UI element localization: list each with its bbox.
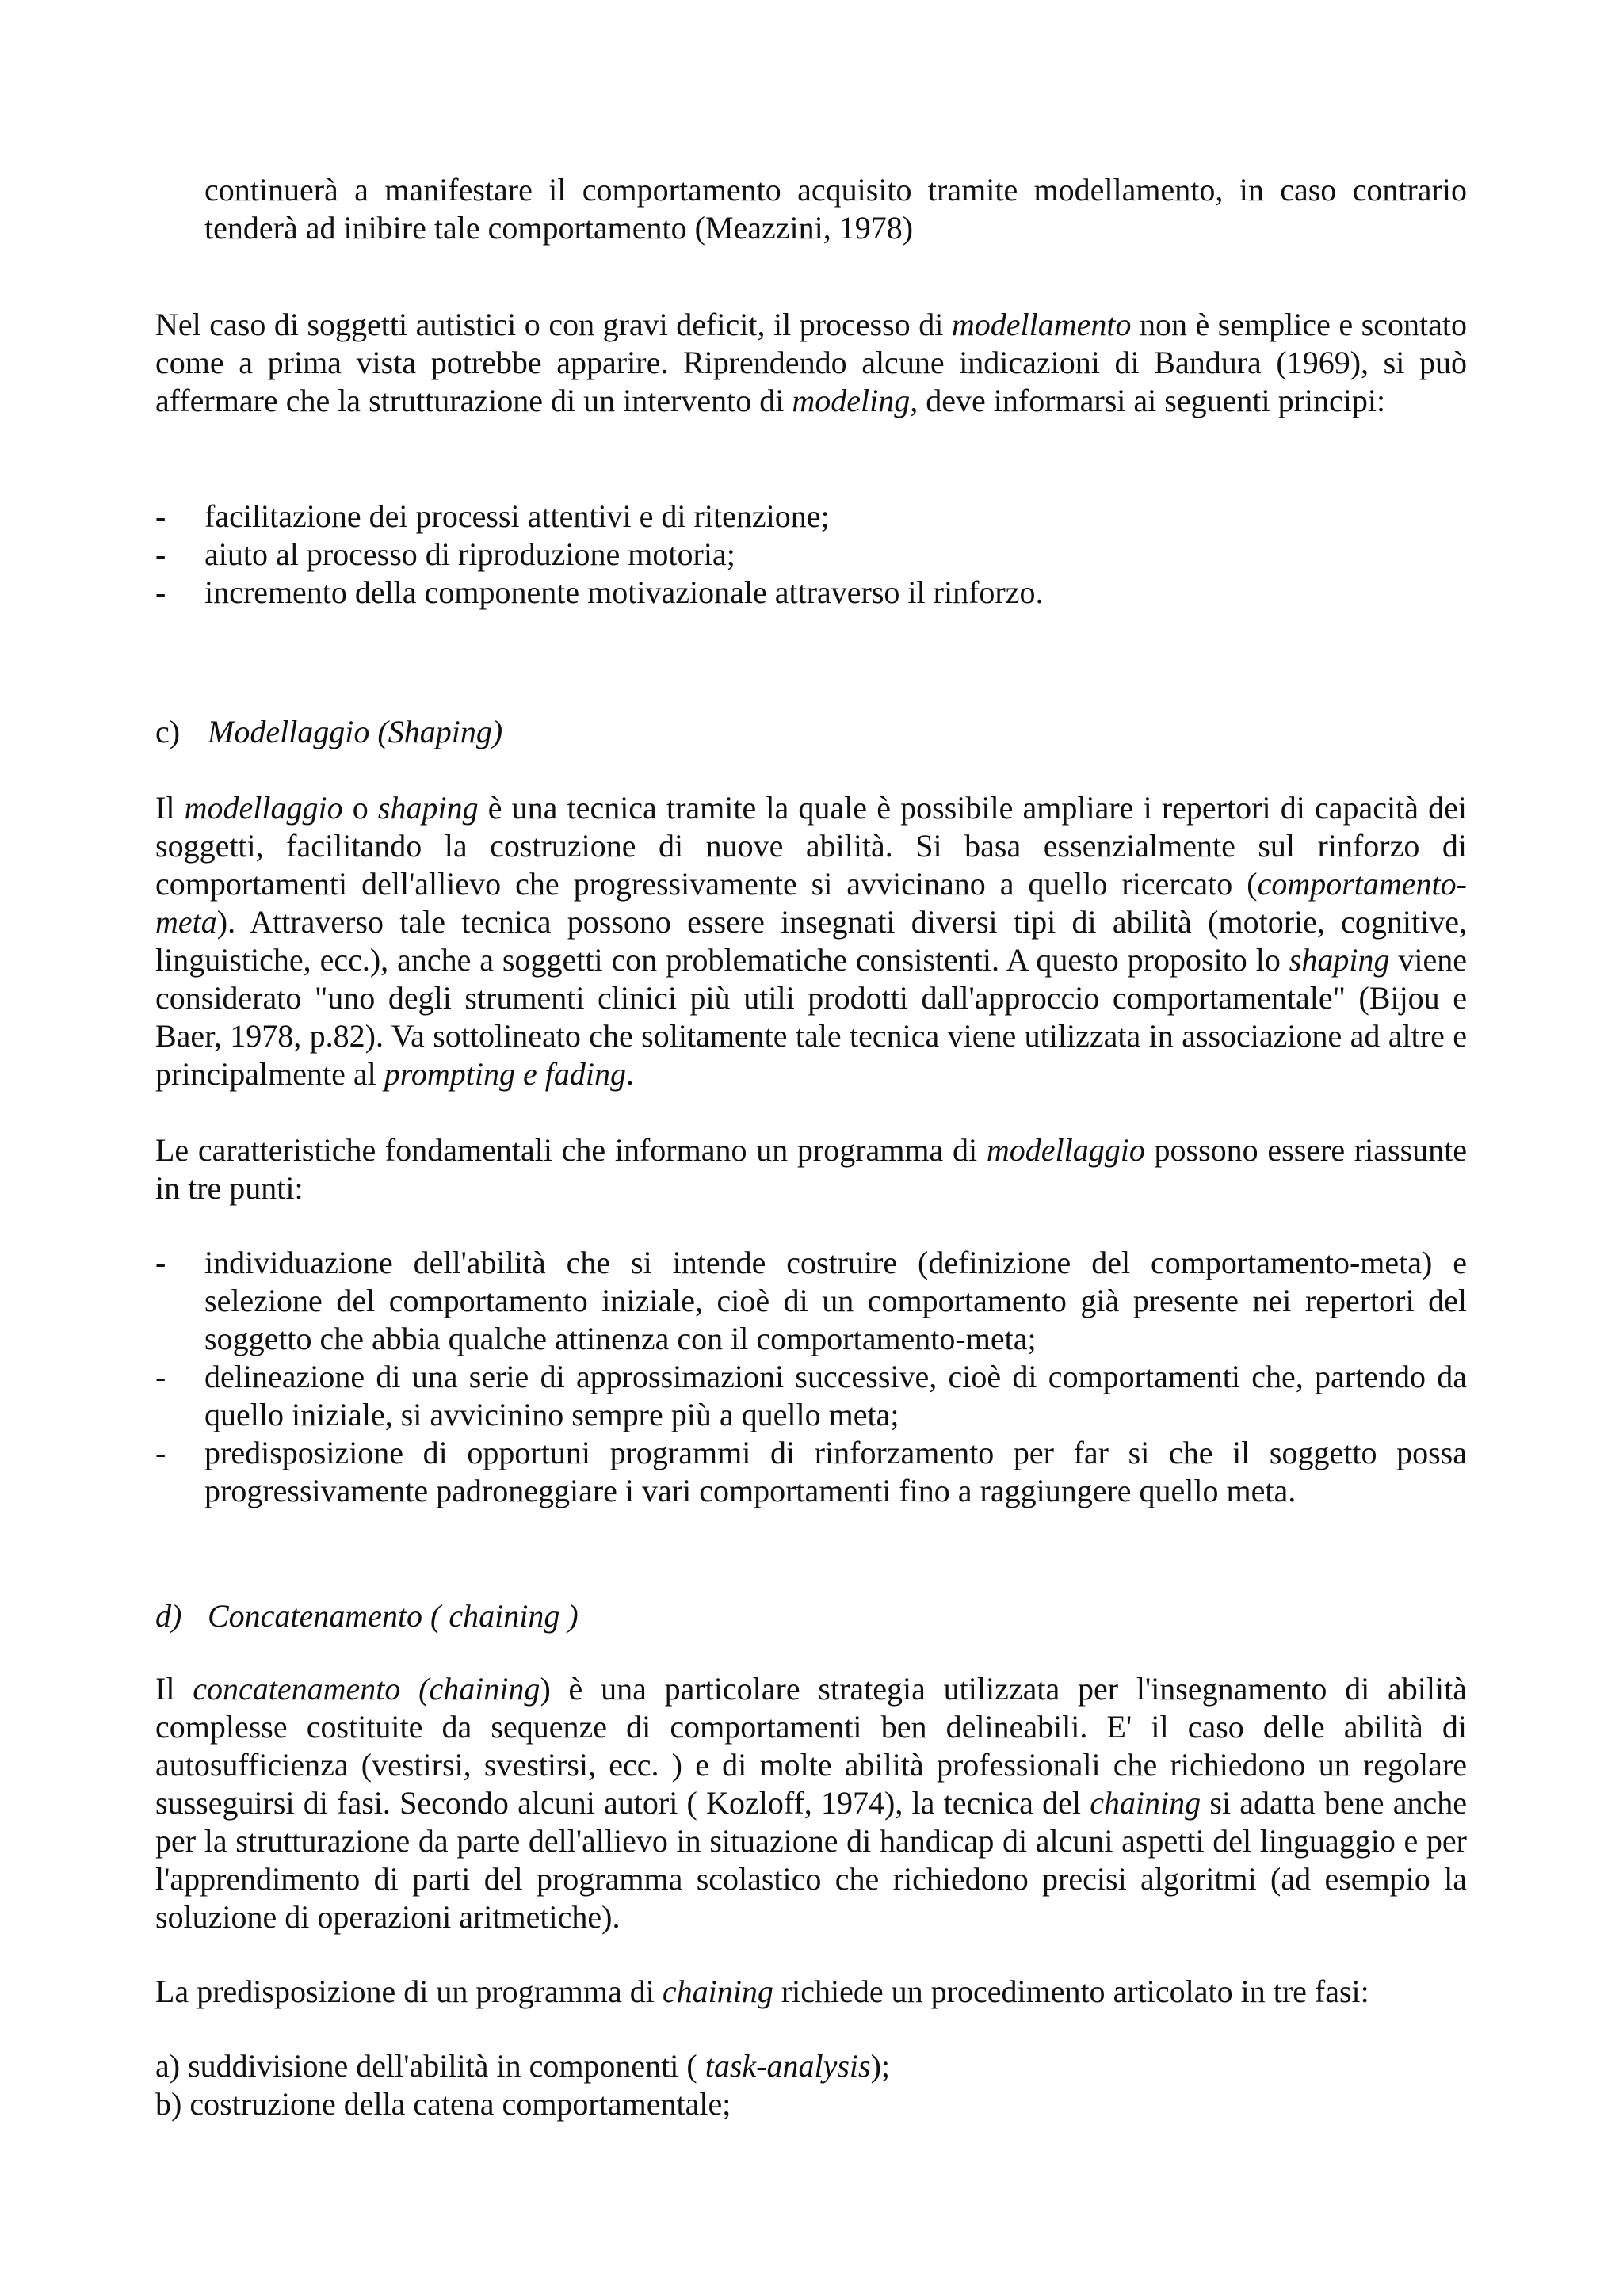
paragraph-chaining: Il concatenamento (chaining) è una particolare strategia utilizzata per l'insegnamento di abilità complesse costituite da sequenze di comportamenti ben delineabili. E' il caso delle abilità di autosufficienza (vestirsi, svestirsi, ecc. ) e di molte abilità professionali che richiedono un regolare susseguirsi di fasi. Secondo alcuni autori ( Kozloff, 1974), la tecnica del chaining si adatta bene anche per la strutturazione da parte dell'allievo in situazione di handicap di alcuni aspetti del linguaggio e per l'apprendimento di parti del programma scolastico che richiedono precisi algoritmi (ad esempio la soluzione di operazioni aritmetiche). bbox=[155, 1671, 1467, 1935]
bullet-dash: - bbox=[155, 1359, 166, 1394]
section-heading-d: d) Concatenamento ( chaining ) bbox=[155, 1598, 579, 1634]
phase-b: b) costruzione della catena comportamentale; bbox=[155, 2086, 731, 2122]
list-item: - delineazione di una serie di approssimazioni successive, cioè di comportamenti che, partendo da quello iniziale, si avvicinino sempre più a quello meta; bbox=[155, 1359, 1467, 1432]
shaping-steps-list bbox=[155, 1244, 1467, 1510]
italic-term: modellaggio bbox=[986, 1132, 1145, 1168]
italic-term: comportamento-meta bbox=[155, 866, 1467, 940]
italic-term: chaining bbox=[1090, 1785, 1201, 1821]
italic-term: prompting e fading bbox=[384, 1056, 626, 1092]
paragraph-caratteristiche: Le caratteristiche fondamentali che informano un programma di modellaggio possono essere riassunte in tre punti: bbox=[155, 1132, 1467, 1206]
phase-a: a) suddivisione dell'abilità in componenti ( task-analysis); bbox=[155, 2048, 891, 2084]
paragraph-predisposizione: La predisposizione di un programma di chaining richiede un procedimento articolato in tre fasi: bbox=[155, 1974, 1369, 2009]
italic-term: modeling bbox=[792, 383, 911, 418]
intro-continuation: continuerà a manifestare il comportamento acquisito tramite modellamento, in caso contrario tenderà ad inibire tale comportamento (Meazzini, 1978) bbox=[204, 172, 1467, 246]
italic-term: task-analysis bbox=[705, 2048, 871, 2084]
bullet-dash: - bbox=[155, 536, 166, 572]
bullet-dash: - bbox=[155, 1435, 166, 1470]
italic-term: chaining bbox=[662, 1974, 773, 2009]
list-item: - aiuto al processo di riproduzione motoria; bbox=[155, 536, 735, 572]
bullet-dash: - bbox=[155, 1245, 166, 1280]
bullet-dash: - bbox=[155, 574, 166, 610]
section-heading-c: c) Modellaggio (Shaping) bbox=[155, 714, 503, 749]
list-item: - individuazione dell'abilità che si intende costruire (definizione del comportamento-meta) e selezione del comportamento iniziale, cioè di un comportamento già presente nei repertori del soggetto che abbia qualche attinenza con il comportamento-meta; bbox=[155, 1245, 1467, 1356]
bullet-dash: - bbox=[155, 498, 166, 534]
italic-term: modellaggio bbox=[184, 790, 343, 826]
italic-term: modellamento bbox=[951, 307, 1132, 342]
paragraph-shaping: Il modellaggio o shaping è una tecnica tramite la quale è possibile ampliare i repertori di capacità dei soggetti, facilitando la costruzione di nuove abilità. Si basa essenzialmente sul rinforzo di comportamenti dell'allievo che progressivamente si avvicinano a quello ricercato (comportamento-meta). Attraverso tale tecnica possono essere insegnati diversi tipi di abilità (motorie, cognitive, linguistiche, ecc.), anche a soggetti con problematiche consistenti. A questo proposito lo shaping viene considerato "uno degli strumenti clinici più utili prodotti dall'approccio comportamentale" (Bijou e Baer, 1978, p.82). Va sottolineato che solitamente tale tecnica viene utilizzata in associazione ad altre e principalmente al prompting e fading. bbox=[155, 790, 1468, 1092]
paragraph-modellamento: Nel caso di soggetti autistici o con gravi deficit, il processo di modellamento non è semplice e scontato come a prima vista potrebbe apparire. Riprendendo alcune indicazioni di Bandura (1969), si può affermare che la strutturazione di un intervento di modeling, deve informarsi ai seguenti principi: bbox=[155, 307, 1467, 418]
italic-term: shaping bbox=[377, 790, 479, 826]
list-item: - incremento della componente motivazionale attraverso il rinforzo. bbox=[155, 574, 1044, 610]
list-item: - predisposizione di opportuni programmi di rinforzamento per far si che il soggetto possa progressivamente padroneggiare i vari comportamenti fino a raggiungere quello meta. bbox=[155, 1435, 1467, 1508]
italic-term: concatenamento (chaining bbox=[193, 1671, 540, 1707]
list-item: - facilitazione dei processi attentivi e di ritenzione; bbox=[155, 498, 830, 534]
principles-list bbox=[155, 498, 1467, 612]
italic-term: shaping bbox=[1289, 942, 1390, 978]
